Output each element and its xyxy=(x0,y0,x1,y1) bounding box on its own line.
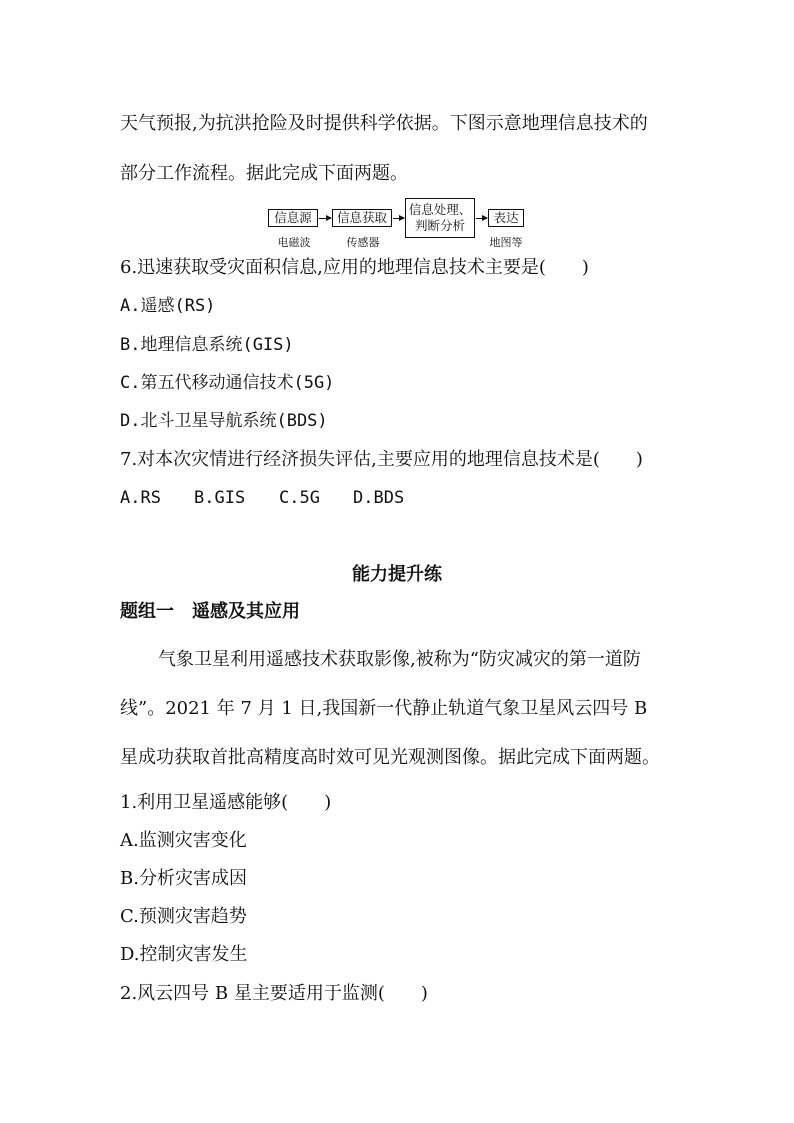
question-1-option-a: A.监测灾害变化 xyxy=(120,830,247,851)
flow-box-source-label: 信息源 xyxy=(274,210,312,225)
question-7-options xyxy=(120,486,404,510)
question-6-option-c: C.第五代移动通信技术(5G) xyxy=(120,373,335,393)
flow-box-express xyxy=(488,209,524,227)
flow-sub-acquire: 传感器 xyxy=(346,236,380,249)
question-1-option-b: B.分析灾害成因 xyxy=(120,868,247,889)
flow-box-acquire xyxy=(332,209,392,227)
question-7-option-b: B.GIS xyxy=(194,488,246,508)
group-title: 题组一 遥感及其应用 xyxy=(120,601,300,622)
question-6-option-d: D.北斗卫星导航系统(BDS) xyxy=(120,411,328,431)
question-7-option-d: D.BDS xyxy=(353,488,405,508)
question-7-option-c: C.5G xyxy=(279,488,320,508)
flow-box-express-label: 表达 xyxy=(493,210,519,225)
question-2-stem: 2.风云四号 B 星主要适用于监测( ) xyxy=(120,983,428,1004)
flow-arrow-3 xyxy=(476,218,487,219)
question-6-stem: 6.迅速获取受灾面积信息,应用的地理信息技术主要是( ) xyxy=(120,257,589,278)
flow-box-process-label-1: 信息处理、 xyxy=(408,202,472,217)
flow-box-acquire-label: 信息获取 xyxy=(336,210,387,225)
passage-line-1: 气象卫星利用遥感技术获取影像,被称为“防灾减灾的第一道防 xyxy=(158,649,641,670)
section-title: 能力提升练 xyxy=(352,564,442,585)
flow-arrow-1 xyxy=(319,218,331,219)
flow-box-process-label-2: 判断分析 xyxy=(414,218,465,233)
passage-line-2: 线”。2021 年 7 月 1 日,我国新一代静止轨道气象卫星风云四号 B xyxy=(120,698,648,719)
flow-box-process xyxy=(405,198,475,238)
question-7-option-a: A.RS xyxy=(120,488,161,508)
question-1-stem: 1.利用卫星遥感能够( ) xyxy=(120,792,332,813)
flow-sub-express: 地图等 xyxy=(489,236,523,249)
question-6-option-a: A.遥感(RS) xyxy=(120,296,216,316)
question-1-option-c: C.预测灾害趋势 xyxy=(120,906,247,927)
passage-line-3: 星成功获取首批高精度高时效可见光观测图像。据此完成下面两题。 xyxy=(120,747,660,768)
intro-line-1: 天气预报,为抗洪抢险及时提供科学依据。下图示意地理信息技术的 xyxy=(120,113,648,134)
flow-arrow-2 xyxy=(393,218,404,219)
flow-sub-source: 电磁波 xyxy=(277,236,311,249)
flow-box-source xyxy=(268,209,318,227)
question-1-option-d: D.控制灾害发生 xyxy=(120,944,248,965)
intro-line-2: 部分工作流程。据此完成下面两题。 xyxy=(120,163,408,184)
flow-diagram xyxy=(268,198,538,250)
question-6-option-b: B.地理信息系统(GIS) xyxy=(120,335,294,355)
question-7-stem: 7.对本次灾情进行经济损失评估,主要应用的地理信息技术是( ) xyxy=(120,449,643,470)
